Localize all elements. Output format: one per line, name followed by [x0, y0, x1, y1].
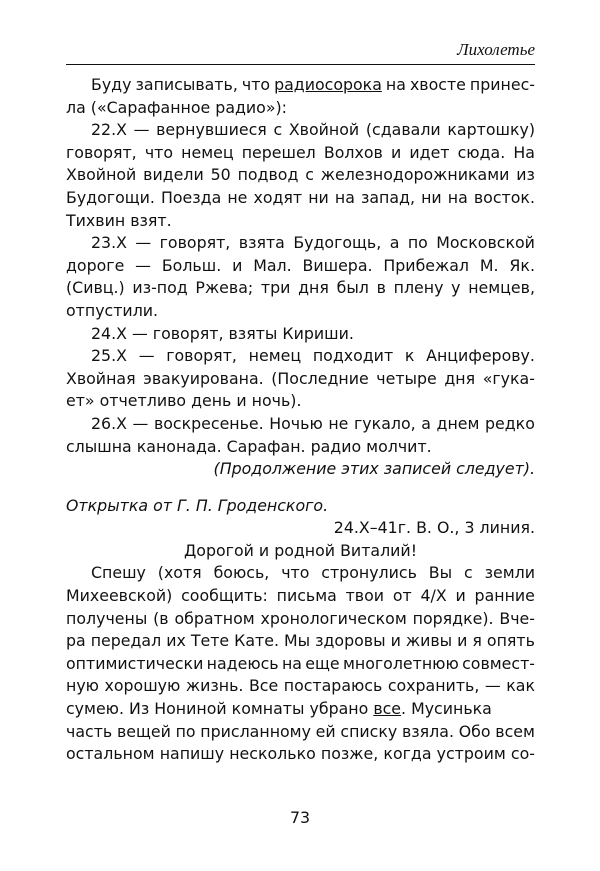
word: ра: [66, 631, 86, 651]
word: картошку): [447, 120, 535, 140]
word: опять: [486, 631, 535, 651]
word: Будогощи.: [66, 187, 155, 207]
word: эвакуирована.: [143, 368, 264, 388]
word: немец: [248, 346, 302, 366]
word: напишу: [159, 744, 225, 764]
word: устроим: [436, 744, 506, 764]
word: дня: [298, 278, 329, 298]
diary-entry-line: [66, 232, 535, 255]
diary-entry-line: [66, 142, 535, 165]
word: М.: [479, 255, 499, 275]
word: присланному: [200, 721, 311, 741]
word: Будогощь,: [293, 233, 382, 253]
word: стронулись: [321, 563, 417, 583]
word: а: [421, 413, 431, 433]
word: записывать,: [135, 75, 238, 94]
word: 22.X: [91, 120, 127, 140]
word: —: [135, 233, 152, 253]
word: Поезда: [160, 187, 222, 207]
word: совмест-: [462, 653, 535, 673]
word: дня: [444, 368, 476, 388]
word: —: [132, 413, 149, 433]
word: Тете: [190, 631, 230, 651]
word: ей: [315, 721, 336, 741]
word: дороге: [66, 255, 125, 275]
word: принес-: [469, 75, 535, 94]
word: (Сивц.): [66, 278, 125, 298]
word: Хвойной: [66, 165, 137, 185]
letter-line: [66, 585, 535, 608]
word: хвосте: [409, 75, 466, 94]
word: немец: [181, 142, 234, 162]
running-head: Лихолетье: [457, 40, 535, 59]
word: передал: [90, 631, 162, 651]
word: Кате.: [234, 631, 279, 651]
word: взяла.: [401, 721, 454, 741]
word: Обо: [458, 721, 491, 741]
word: а: [389, 233, 400, 253]
word: письма: [276, 586, 337, 606]
word: земли: [484, 563, 535, 583]
word: остальном: [66, 744, 155, 764]
word: Як.: [509, 255, 535, 275]
word: Михеевской): [66, 586, 173, 606]
word: 4/X: [420, 586, 447, 606]
word: их: [166, 631, 186, 651]
word: (хотя: [157, 563, 202, 583]
word: Хвойная: [66, 368, 136, 388]
word: что: [281, 563, 310, 583]
word: перешел: [241, 142, 316, 162]
word: восток.: [473, 187, 535, 207]
word: гукало,: [354, 413, 416, 433]
word: порядке).: [412, 608, 494, 628]
postcard-salutation: Дорогой и родной Виталий!: [183, 540, 418, 560]
word: ходят: [253, 187, 303, 207]
word: запад,: [360, 187, 416, 207]
word: был: [336, 278, 369, 298]
word: —: [484, 676, 501, 696]
word: твои: [345, 586, 385, 606]
word: Вишера.: [302, 255, 373, 275]
word: хорошую: [104, 676, 181, 696]
word: со-: [510, 744, 535, 764]
word: Ржева;: [195, 278, 254, 298]
word: получены: [66, 608, 148, 628]
letter-line: [66, 653, 535, 676]
letter-line: [66, 630, 535, 653]
word: Все: [248, 676, 279, 696]
word: ни: [421, 187, 442, 207]
word: Хвойной: [288, 120, 360, 140]
word: ни: [308, 187, 329, 207]
word: еще: [305, 653, 340, 673]
word: на: [447, 187, 468, 207]
letter-line: [66, 562, 535, 585]
letter-line: [66, 608, 535, 631]
word: как: [506, 676, 535, 696]
word: не: [227, 187, 248, 207]
word: Вче-: [499, 608, 535, 628]
word: и: [390, 142, 402, 162]
word: На: [513, 142, 535, 162]
letter-line: [66, 743, 535, 766]
word: 23.X: [91, 233, 127, 253]
word: Буду: [91, 75, 132, 94]
word: говорят,: [159, 233, 231, 253]
word: списку: [340, 721, 398, 741]
word: Анциферову.: [426, 346, 535, 366]
word: к: [404, 346, 415, 366]
word: говорят,: [66, 142, 137, 162]
word: и: [232, 255, 243, 275]
diary-entry-line: слышна канонада. Сарафан. радио молчит.: [66, 436, 432, 456]
word: и: [457, 631, 468, 651]
word: от: [392, 586, 412, 606]
diary-entry-line: [66, 255, 535, 278]
word: Спешу: [91, 563, 146, 583]
word: сюда.: [457, 142, 506, 162]
word: сообщить:: [181, 586, 268, 606]
word: немцев,: [468, 278, 535, 298]
underlined-word: все: [373, 699, 402, 719]
word: оптимистически: [66, 653, 204, 673]
word: Волхов: [323, 142, 383, 162]
word: —: [133, 120, 150, 140]
word: 25.X: [91, 346, 127, 366]
word: видели: [143, 165, 204, 185]
diary-entry-line: [66, 164, 535, 187]
page-number: 73: [289, 808, 311, 827]
word: живы: [405, 631, 453, 651]
section-gap: [66, 481, 535, 495]
diary-entry-line: [66, 187, 535, 210]
diary-entry-line: Тихвин взят.: [66, 210, 172, 230]
word: Больш.: [161, 255, 222, 275]
postcard-heading: Открытка от Г. П. Гроденского.: [66, 495, 329, 515]
word: вещей: [116, 721, 171, 741]
word: с: [305, 165, 314, 185]
word: идет: [409, 142, 450, 162]
letter-line: [66, 721, 535, 744]
word: и: [390, 631, 401, 651]
word: три: [260, 278, 291, 298]
diary-entry-line: отпустили.: [66, 300, 159, 320]
word: взята: [238, 233, 285, 253]
word: всем: [495, 721, 535, 741]
word: ранние: [474, 586, 535, 606]
word: что: [144, 142, 174, 162]
word: здоровы: [315, 631, 386, 651]
word: на: [281, 653, 302, 673]
word: Вы: [428, 563, 453, 583]
word: 50: [210, 165, 231, 185]
word: постараюсь: [283, 676, 383, 696]
word: боюсь,: [213, 563, 270, 583]
word: ную: [66, 676, 99, 696]
word: днем: [436, 413, 480, 433]
word: (в: [153, 608, 169, 628]
diary-entry-line: [66, 277, 535, 300]
body-text: [66, 74, 535, 766]
word: я: [472, 631, 482, 651]
postcard-dateline: 24.X–41г. В. О., 3 линия.: [333, 518, 535, 538]
diary-entry-line: ет» отчетливо день и ночь).: [66, 391, 302, 411]
word: четыре: [376, 368, 437, 388]
word: радиосорока: [274, 75, 382, 94]
word: из-под: [132, 278, 188, 298]
word: на: [385, 75, 406, 94]
letter-line: [66, 675, 535, 698]
word: Мы: [283, 631, 311, 651]
word: что: [241, 75, 271, 94]
word: Мал.: [253, 255, 292, 275]
diary-intro-line: ла («Сарафанное радио»):: [66, 97, 288, 117]
diary-intro-line: [66, 74, 535, 97]
word: хронологическом: [260, 608, 407, 628]
word: в: [376, 278, 386, 298]
header-rule: [66, 64, 535, 65]
word: многолетнюю: [342, 653, 459, 673]
word: с: [273, 120, 283, 140]
word: подходит: [312, 346, 394, 366]
word: надеюсь: [206, 653, 279, 673]
word: воскресенье.: [153, 413, 264, 433]
word: по: [407, 233, 428, 253]
diary-entry-line: 24.X — говорят, взяты Кириши.: [91, 323, 354, 343]
word: с: [464, 563, 473, 583]
word: Московской: [436, 233, 535, 253]
word: говорят,: [166, 346, 237, 366]
word: подвод: [237, 165, 299, 185]
word: 26.X: [91, 413, 127, 433]
word: (сдавали: [365, 120, 441, 140]
word: сохранить,: [387, 676, 480, 696]
word: часть: [66, 721, 113, 741]
word: вернувшиеся: [156, 120, 267, 140]
word: редко: [485, 413, 535, 433]
word: обратном: [174, 608, 255, 628]
continuation-note: (Продолжение этих записей следует).: [213, 459, 535, 479]
word: —: [138, 346, 155, 366]
word: на: [334, 187, 355, 207]
word: по: [175, 721, 196, 741]
diary-entry-line: [66, 368, 535, 391]
word: жизнь.: [185, 676, 244, 696]
word: (Последние: [271, 368, 369, 388]
word: Ночью: [269, 413, 323, 433]
diary-entry-line: [66, 119, 535, 142]
diary-entry-line: [66, 413, 535, 436]
word: железнодорожниками: [320, 165, 510, 185]
word: «гука-: [482, 368, 535, 388]
letter-line: сумею. Из Нониной комнаты убрано все. Мусинька: [66, 699, 492, 719]
word: несколько: [229, 744, 316, 764]
word: плену: [393, 278, 444, 298]
word: позже,: [320, 744, 379, 764]
word: —: [135, 255, 151, 275]
word: и: [455, 586, 466, 606]
word: у: [451, 278, 461, 298]
word: Прибежал: [383, 255, 470, 275]
word: когда: [383, 744, 432, 764]
word: не: [328, 413, 349, 433]
word: из: [516, 165, 535, 185]
diary-entry-line: [66, 345, 535, 368]
